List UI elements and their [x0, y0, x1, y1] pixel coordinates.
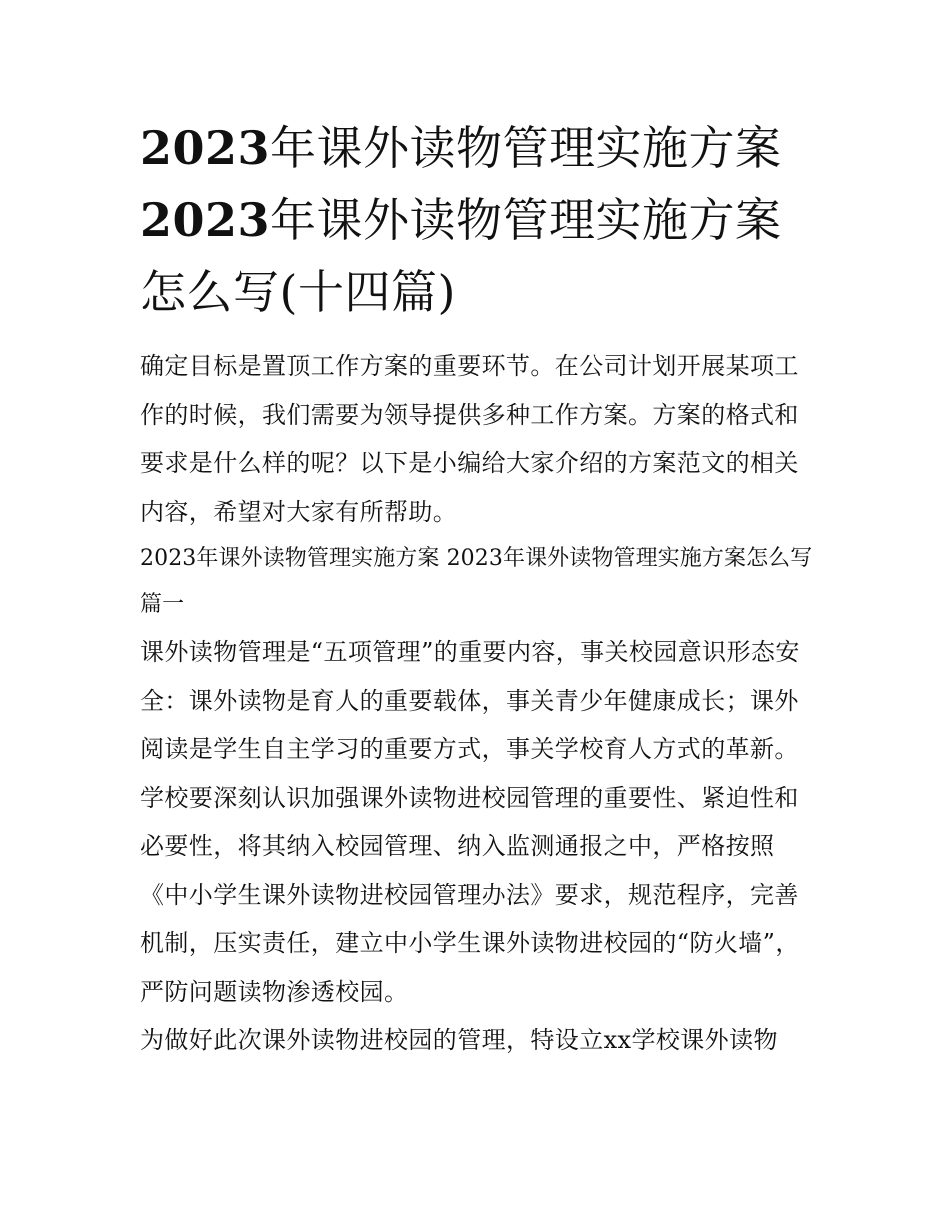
body-paragraph-1: 课外读物管理是“五项管理”的重要内容，事关校园意识形态安全：课外读物是育人的重要载体，事关青少年健康成长；课外阅读是学生自主学习的重要方式，事关学校育人方式的革新。学校要深刻认识加强课外读物进校园管理的重要性、紧迫性和必要性，将其纳入校园管理、纳入监测通报之中，严格按照《中小学生课外读物进校园管理办法》要求，规范程序，完善机制，压实责任，建立中小学生课外读物进校园的“防火墙”，严防问题读物渗透校园。: [140, 638, 800, 1006]
document-title: [140, 112, 820, 328]
intro-paragraph: 确定目标是置顶工作方案的重要环节。在公司计划开展某项工作的时候，我们需要为领导提供多种工作方案。方案的格式和要求是什么样的呢？以下是小编给大家介绍的方案范文的相关内容，希望对大家有所帮助。: [140, 352, 799, 526]
title-line-2: [140, 193, 782, 247]
document-page: [140, 112, 820, 1065]
title-line-3: 怎么写(十四篇): [140, 265, 456, 319]
title-text-2: 年课外读物管理实施方案: [270, 193, 782, 247]
body-paragraph-2: 为做好此次课外读物进校园的管理，特设立xx学校课外读物: [140, 1026, 778, 1054]
title-year-1: 2023: [140, 121, 271, 175]
title-year-2: 2023: [140, 193, 271, 247]
section-heading: 2023年课外读物管理实施方案 2023年课外读物管理实施方案怎么写篇一: [140, 546, 813, 617]
title-text-1: 年课外读物管理实施方案: [270, 121, 782, 175]
title-line-1: [140, 121, 782, 175]
